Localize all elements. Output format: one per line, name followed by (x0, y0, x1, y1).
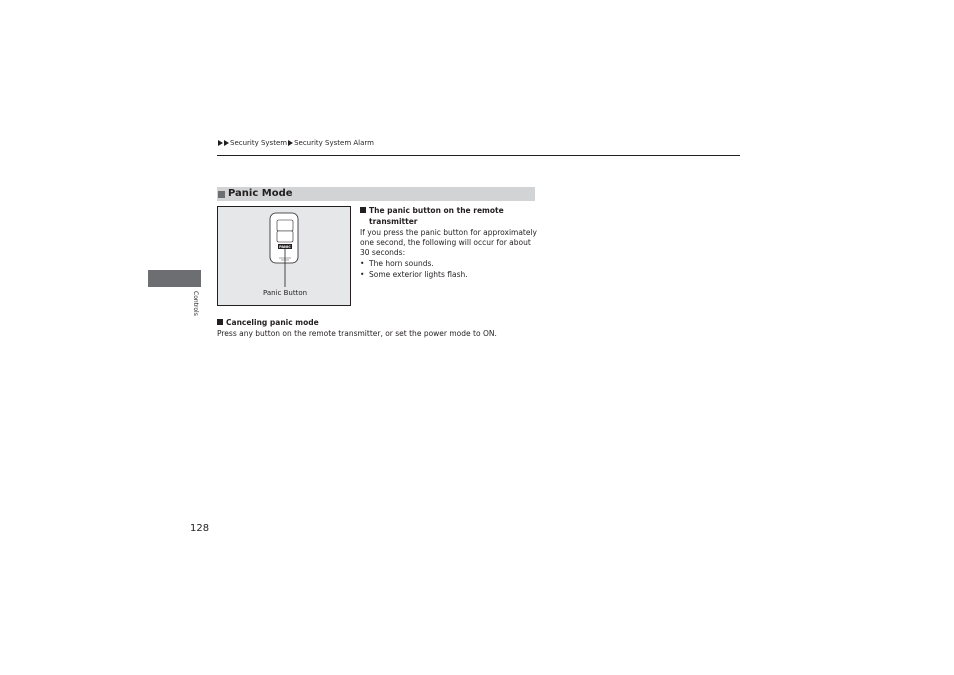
header-divider (217, 155, 740, 156)
panic-effects-list (360, 258, 540, 280)
section-square-icon (218, 191, 225, 198)
chapter-tab[interactable] (148, 270, 201, 287)
breadcrumb-arrow-icon (224, 140, 229, 146)
section-title: Panic Mode (228, 188, 293, 199)
canceling-description: Press any button on the remote transmitter, or set the power mode to ON. (217, 329, 497, 338)
svg-text:PANIC: PANIC (279, 245, 291, 250)
panic-button-description: If you press the panic button for approximately one second, the following will occur for about 30 seconds: (360, 228, 538, 257)
chapter-tab-label: Controls (192, 291, 199, 316)
breadcrumb-item-security-system[interactable]: Security System (230, 139, 288, 147)
panic-button-heading: The panic button on the remote transmitter (360, 205, 540, 227)
heading-square-icon (360, 207, 366, 213)
list-item: • Some exterior lights flash. (360, 270, 468, 279)
page-number: 128 (190, 523, 210, 534)
breadcrumb-arrow-icon (218, 140, 223, 146)
canceling-heading: Canceling panic mode (217, 318, 319, 328)
figure-caption: Panic Button (262, 289, 308, 297)
heading-square-icon (217, 319, 223, 325)
remote-figure (217, 206, 351, 306)
breadcrumb-arrow-icon (288, 140, 293, 146)
section-heading-bar (217, 187, 535, 201)
breadcrumb (218, 138, 374, 148)
list-item: • The horn sounds. (360, 259, 434, 268)
breadcrumb-item-security-system-alarm[interactable]: Security System Alarm (294, 139, 374, 147)
